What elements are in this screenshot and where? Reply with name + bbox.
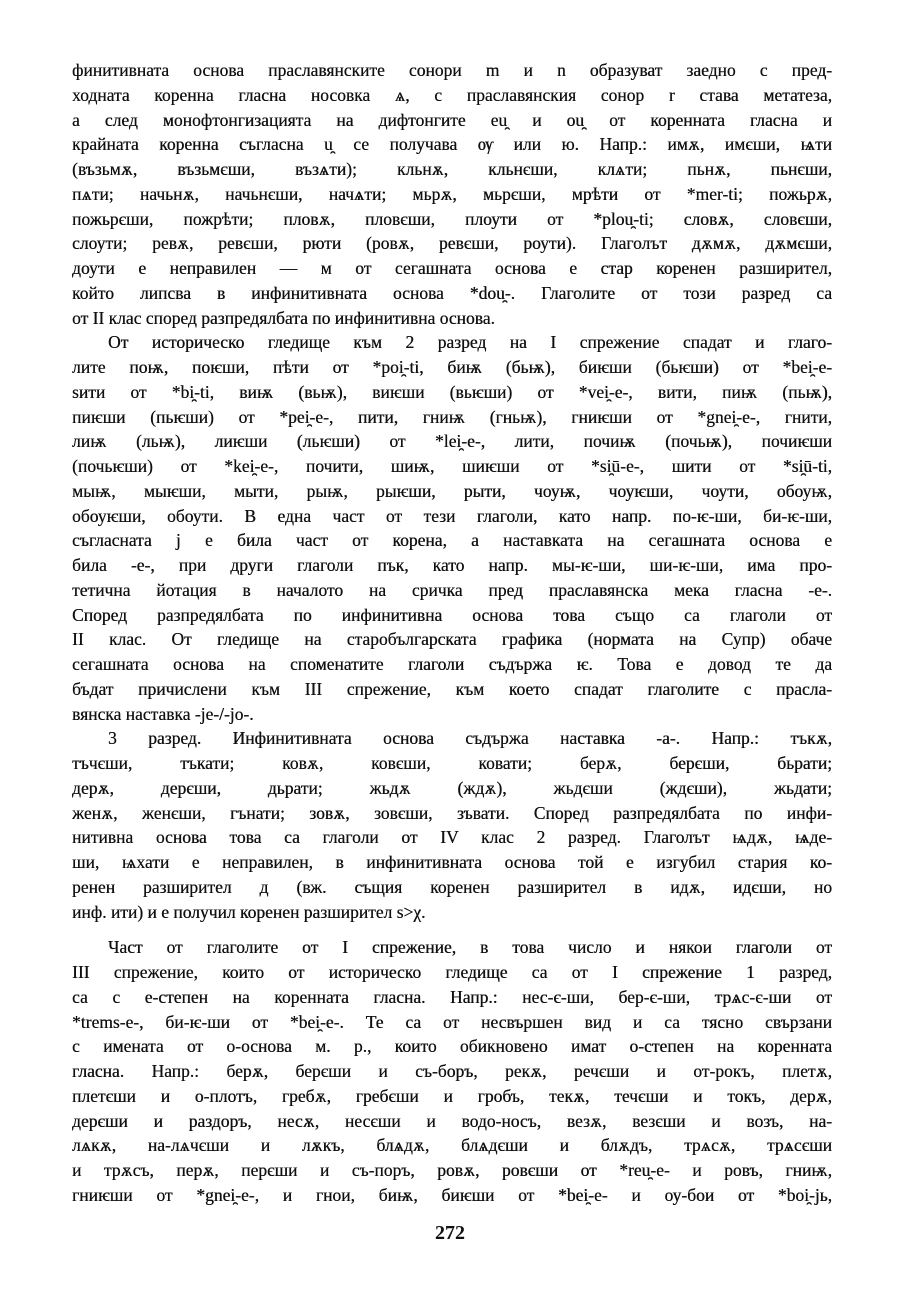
text-line: тъчєши, тъкати; ковѫ, ковєши, ковати; берѫ, берєши, бьрати; bbox=[72, 753, 832, 773]
text-line: инф. ити) и е получил коренен разширител s>χ. bbox=[72, 901, 426, 922]
text-line: била -e-, при други глаголи пък, като напр. мы-ѥ-ши, ши-ѥ-ши, има про- bbox=[72, 555, 832, 575]
text-line: са с e-степен на коренната гласна. Напр.: нес-є-ши, бер-є-ши, трѧс-є-ши от bbox=[72, 986, 832, 1007]
text-line: гниѥши от *gnei̯-e-, и гнои, биѭ, биѥши от *bei̯-e- и оу-бои от *boi̯-jь, bbox=[72, 1184, 832, 1205]
text-line: бъдат причислени към III спрежение, към което спадат глаголите с прасла- bbox=[72, 678, 832, 699]
text-line: ренен разширител д (вж. същия коренен разширител в идѫ, идєши, но bbox=[72, 876, 832, 897]
text-line: слоути; ревѫ, ревєши, рюти (ровѫ, ревєши, роути). Глаголът дѫмѫ, дѫмєши, bbox=[72, 233, 832, 254]
text-line: ши, ѩхати е неправилен, в инфинитивната основа той е изгубил стария ко- bbox=[72, 852, 832, 872]
text-line: обоуѥши, обоути. В една част от тези глаголи, като напр. по-ѥ-ши, би-ѥ-ши, bbox=[72, 505, 832, 526]
text-line: От историческо гледище към 2 разред на I спрежение спадат и глаго- bbox=[108, 332, 832, 353]
text-line: дерѫ, дерєши, дьрати; жьдѫ (ждѫ), жьдєши (ждєши), жьдати; bbox=[72, 777, 832, 798]
text-line: женѫ, женєши, гънати; зовѫ, зовєши, зъвати. Според разпредялбата по инфи- bbox=[72, 802, 832, 823]
text-line: (възьмѫ, възьмєши, възѧти); кльнѫ, кльнєши, клѧти; пьнѫ, пьнєши, bbox=[72, 159, 832, 179]
text-line: пожьрєши, пожрѣти; пловѫ, пловєши, плоути от *plou̯-ti; словѫ, словєши, bbox=[72, 208, 832, 229]
text-line: от II клас според разпредялбата по инфинитивна основа. bbox=[72, 307, 495, 328]
text-line: лѧкѫ, на-лѧчєши и лѫкъ, блѧдѫ, блѧдєши и блѫдъ, трѧсѫ, трѧсєши bbox=[72, 1135, 832, 1156]
text-line: доути е неправилен — м от сегашната основа е стар коренен разширител, bbox=[72, 258, 832, 278]
text-line: III спрежение, които от историческо гледище са от I спрежение 1 разред, bbox=[72, 962, 832, 982]
text-line: (почьѥши) от *kei̯-e-, почити, шиѭ, шиѥши от *si̯ū-e-, шити от *si̯ū-ti, bbox=[72, 456, 832, 476]
text-line: Част от глаголите от I спрежение, в това число и някои глаголи от bbox=[108, 937, 832, 958]
text-line: а след монофтонгизацията на дифтонгите eu̯ и ou̯ от коренната гласна и bbox=[72, 109, 832, 130]
text-line: нитивна основа това са глаголи от IV клас 2 разред. Глаголът ѩдѫ, ѩде- bbox=[72, 827, 832, 848]
paragraph bbox=[72, 330, 832, 726]
text-line: тетична йотация в началото на сричка пред праславянска мека гласна -e-. bbox=[72, 579, 832, 600]
text-line: ѕити от *bi̯-ti, виѭ (вьѭ), виѥши (вьѥши) от *vei̯-e-, вити, пиѭ (пьѭ), bbox=[72, 381, 832, 402]
text-line: дерєши и раздоръ, несѫ, несєши и водо-носъ, везѫ, везєши и возъ, на- bbox=[72, 1110, 832, 1131]
text-line: II клас. От гледище на старобългарската графика (нормата на Супр) обаче bbox=[72, 629, 832, 650]
text-line: 3 разред. Инфинитивната основа съдържа наставка -а-. Напр.: тъкѫ, bbox=[108, 728, 832, 749]
text-line: пиѥши (пьѥши) от *pei̯-e-, пити, гниѭ (гньѭ), гниѥши от *gnei̯-e-, гнити, bbox=[72, 406, 832, 427]
text-line: плетєши и о-плотъ, гребѫ, гребєши и гробъ, текѫ, течєши и токъ, дерѫ, bbox=[72, 1085, 832, 1106]
text-line: лите поѭ, поѥши, пѣти от *poi̯-ti, биѭ (бьѭ), биѥши (бьѥши) от *bei̯-e- bbox=[72, 357, 832, 377]
text-line: гласна. Напр.: берѫ, берєши и съ-боръ, рекѫ, речєши и от-рокъ, плетѫ, bbox=[72, 1061, 832, 1081]
paragraph bbox=[72, 726, 832, 924]
text-line: сегашната основа на споменатите глаголи съдържа ѥ. Това е довод те да bbox=[72, 654, 832, 674]
text-line: съгласната j е била част от корена, а наставката на сегашната основа е bbox=[72, 530, 832, 551]
page-body bbox=[72, 58, 832, 1208]
text-line: с имената от o-основа м. р., които обикновено имат o-степен на коренната bbox=[72, 1036, 832, 1057]
text-line: *trems-e-, би-ѥ-ши от *bei̯-e-. Те са от несвършен вид и са тясно свързани bbox=[72, 1011, 832, 1032]
text-line: мыѭ, мыѥши, мыти, рыѭ, рыѥши, рыти, чоуѭ, чоуѥши, чоути, обоуѭ, bbox=[72, 480, 832, 501]
text-line: вянска наставка -je-/-jo-. bbox=[72, 703, 254, 724]
text-line: ходната коренна гласна носовка ѧ, с праславянския сонор r става метатеза, bbox=[72, 84, 832, 105]
paragraph bbox=[72, 935, 832, 1207]
text-line: Според разпредялбата по инфинитивна основа това също са глаголи от bbox=[72, 604, 832, 625]
text-line: финитивната основа праславянските сонори m и n образуват заедно с пред- bbox=[72, 60, 832, 80]
text-line: и трѫсъ, перѫ, перєши и съ-поръ, ровѫ, ровєши от *reu̯-e- и ровъ, гниѭ, bbox=[72, 1160, 832, 1180]
page-number: 272 bbox=[435, 1222, 465, 1244]
text-line: пѧти; начьнѫ, начьнєши, начѧти; мьрѫ, мьрєши, мрѣти от *mer-ti; пожьрѫ, bbox=[72, 183, 832, 204]
text-line: лиѭ (льѭ), лиѥши (льѥши) от *lei̯-e-, лити, почиѭ (почьѭ), почиѥши bbox=[72, 431, 832, 452]
paragraph bbox=[72, 58, 832, 330]
text-line: крайната коренна съгласна u̯ се получава ѹ или ю. Напр.: имѫ, имєши, ѩти bbox=[72, 134, 832, 155]
text-line: който липсва в инфинитивната основа *dou̯-. Глаголите от този разред са bbox=[72, 282, 832, 303]
